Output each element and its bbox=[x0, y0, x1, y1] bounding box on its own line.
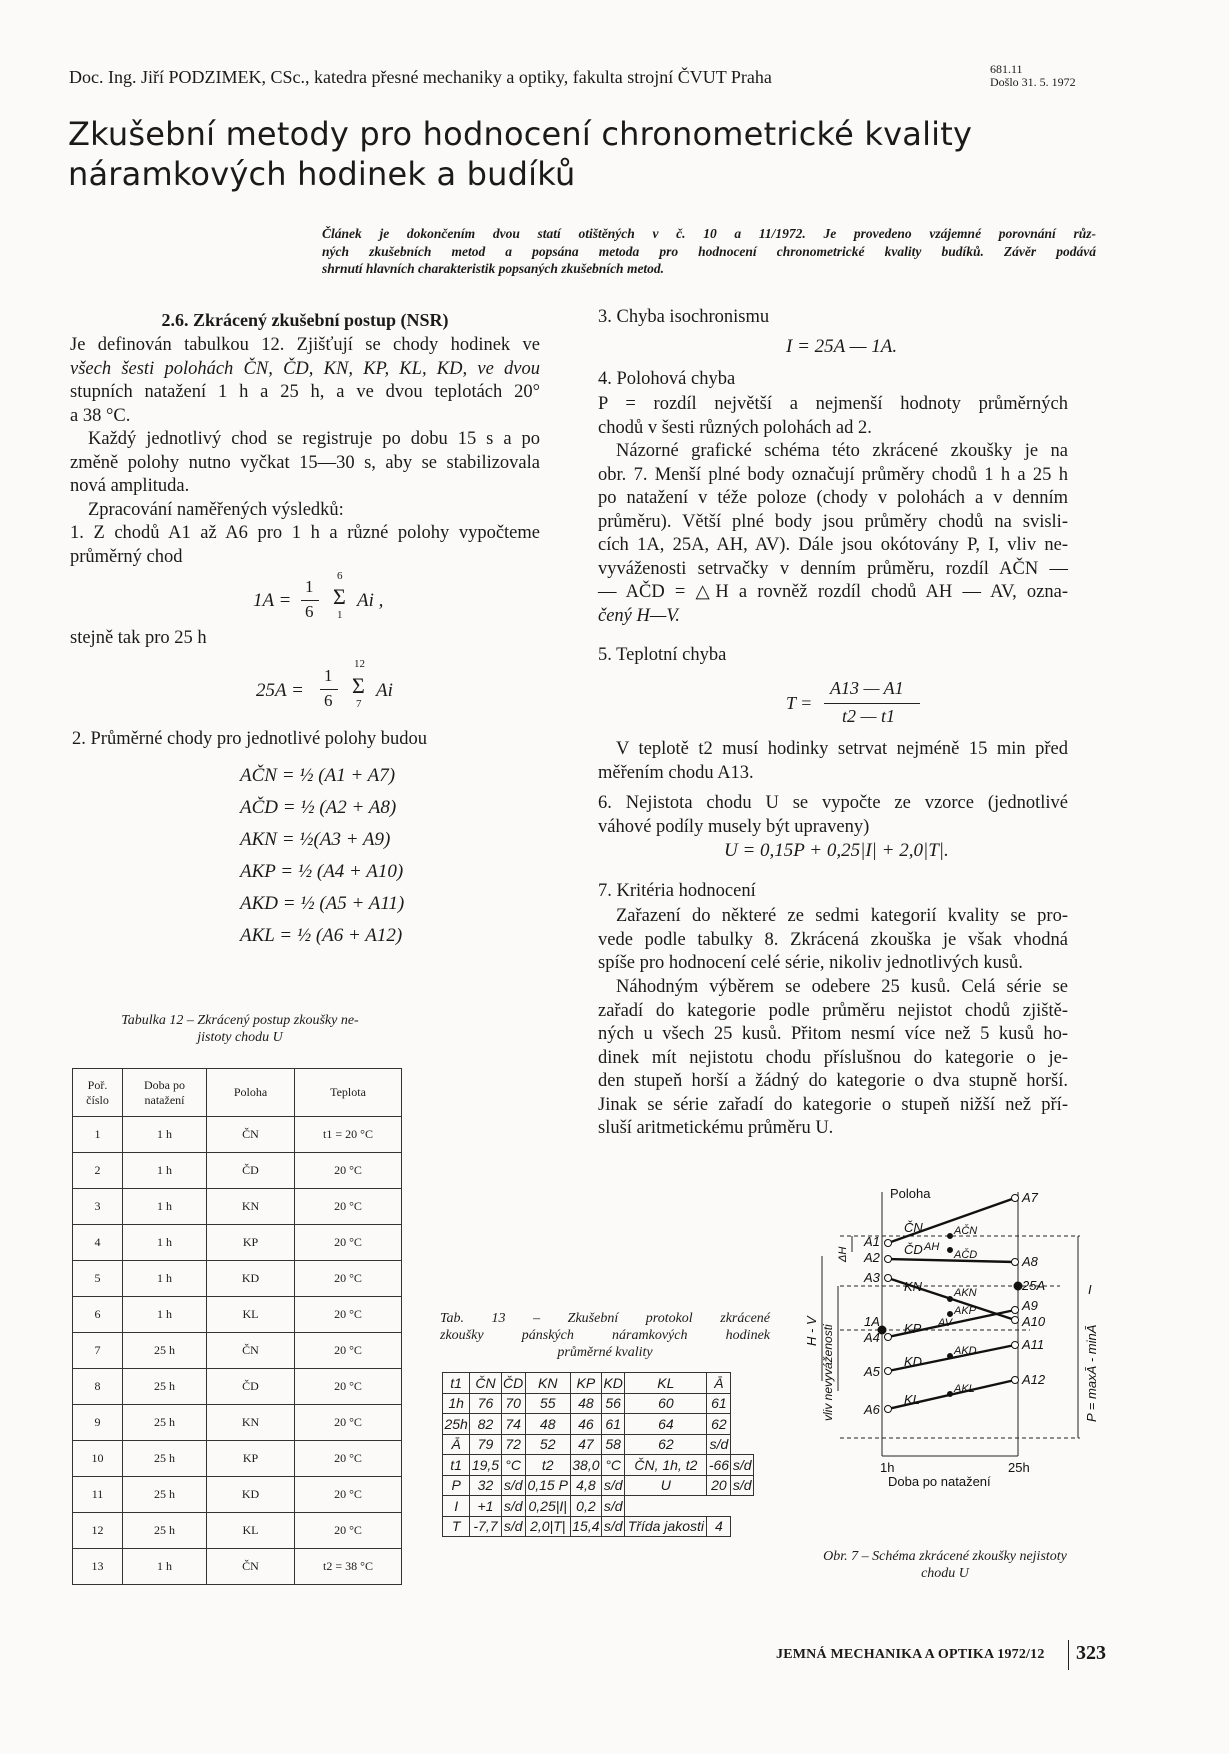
table-cell: 6 bbox=[73, 1297, 123, 1333]
table-row bbox=[443, 1414, 754, 1435]
table-cell: t2 = 38 °C bbox=[295, 1549, 402, 1585]
table-cell: 61 bbox=[602, 1414, 625, 1435]
fig-dim-hv: H - V bbox=[804, 1316, 819, 1346]
table-cell: 46 bbox=[570, 1414, 601, 1435]
fraction-bar bbox=[320, 689, 338, 690]
table-cell: ČN bbox=[207, 1117, 295, 1153]
table-cell: 20 °C bbox=[295, 1477, 402, 1513]
table-cell: 20 °C bbox=[295, 1261, 402, 1297]
table-cell: KN bbox=[207, 1189, 295, 1225]
paragraph-6 bbox=[598, 738, 1068, 785]
fig-label-a1: A1 bbox=[864, 1234, 880, 1249]
sum-sign: Σ bbox=[352, 673, 365, 698]
text-line: sluší aritmetickému průměru U. bbox=[598, 1118, 834, 1138]
text-line: a 38 °C. bbox=[70, 405, 131, 426]
table-cell: 1 h bbox=[123, 1297, 207, 1333]
table-cell: I bbox=[443, 1496, 470, 1517]
table-cell: 20 °C bbox=[295, 1153, 402, 1189]
fig-avg-kp: AKP bbox=[954, 1305, 977, 1317]
item-2: 2. Průměrné chody pro jednotlivé polohy budou bbox=[72, 729, 428, 749]
table-cell: s/d bbox=[731, 1455, 754, 1476]
table-cell: 1 h bbox=[123, 1189, 207, 1225]
fig-avg-kl: AKL bbox=[954, 1383, 975, 1395]
text-line: změně polohy nutno vyčkat 15—30 s, aby se stabilizovala bbox=[70, 452, 540, 473]
table-cell: 1h bbox=[443, 1393, 470, 1414]
title-line-2: náramkových hodinek a budíků bbox=[68, 155, 576, 193]
table-cell: 38,0 bbox=[570, 1455, 601, 1476]
table-cell: t1 bbox=[443, 1373, 470, 1394]
text-line: Je definován tabulkou 12. Zjišťují se chody hodinek ve bbox=[70, 335, 540, 355]
table-cell: s/d bbox=[501, 1516, 525, 1537]
text-line: váhové podíly musely být upraveny) bbox=[598, 816, 870, 837]
footer-divider bbox=[1068, 1640, 1069, 1670]
left-paragraph-2 bbox=[70, 428, 540, 499]
table-cell: 7 bbox=[73, 1333, 123, 1369]
section-7: 7. Kritéria hodnocení bbox=[598, 881, 756, 901]
table-cell: -66 bbox=[707, 1455, 731, 1476]
sum-top: 6 bbox=[337, 570, 343, 582]
text-line: průměru). Větší plné body jsou průměry chodů na svisli- bbox=[598, 511, 1068, 532]
text-line: 6. Nejistota chodu U se vypočte ze vzorce (jednotlivé bbox=[598, 793, 1068, 813]
text-line: chodů v šesti různých polohách ad 2. bbox=[598, 417, 872, 438]
table-cell: 4,8 bbox=[570, 1475, 601, 1496]
text-line: stupních natažení 1 h a 25 h, a ve dvou teplotách 20° bbox=[70, 382, 540, 402]
table-13-caption bbox=[440, 1310, 770, 1361]
fraction-bar bbox=[301, 600, 319, 601]
footer-journal: JEMNÁ MECHANIKA A OPTIKA 1972/12 bbox=[776, 1647, 1045, 1662]
table-row bbox=[443, 1373, 754, 1394]
table-cell: s/d bbox=[707, 1434, 731, 1455]
formula-lhs: 25A = bbox=[256, 680, 304, 701]
table-row bbox=[73, 1297, 402, 1333]
sum-bottom: 7 bbox=[356, 698, 362, 710]
table-row bbox=[73, 1441, 402, 1477]
table-cell: s/d bbox=[602, 1475, 625, 1496]
text-line: Zařazení do některé ze sedmi kategorií kvality se pro- bbox=[616, 906, 1068, 926]
table-cell: -7,7 bbox=[470, 1516, 501, 1537]
table-cell: 1 h bbox=[123, 1261, 207, 1297]
table-cell: 11 bbox=[73, 1477, 123, 1513]
formula-lhs: T = bbox=[786, 693, 813, 713]
text-line: V teplotě t2 musí hodinky setrvat nejméně 15 min před bbox=[616, 739, 1068, 759]
table-cell: s/d bbox=[602, 1496, 625, 1517]
table-row bbox=[73, 1405, 402, 1441]
fig-label-25a: 25A bbox=[1022, 1278, 1046, 1293]
paragraph-8 bbox=[598, 976, 1068, 1141]
table-cell: KL bbox=[625, 1373, 707, 1394]
table-cell: 25 h bbox=[123, 1441, 207, 1477]
formula-1a bbox=[253, 570, 443, 630]
table-header-row bbox=[73, 1069, 402, 1117]
table-cell: KD bbox=[207, 1477, 295, 1513]
text-line: nová amplituda. bbox=[70, 476, 190, 496]
sum-bottom: 1 bbox=[337, 609, 343, 621]
table-cell: Ā bbox=[707, 1373, 731, 1394]
article-title bbox=[68, 114, 972, 194]
table-cell: 25 h bbox=[123, 1513, 207, 1549]
abstract bbox=[322, 225, 1096, 278]
table-12 bbox=[72, 1068, 402, 1585]
caption-line: průměrné kvality bbox=[557, 1345, 653, 1360]
text-line: Jinak se série zařadí do kategorie o stupeň nižší než pří- bbox=[598, 1094, 1068, 1115]
table-cell: s/d bbox=[731, 1475, 754, 1496]
section-3: 3. Chyba isochronismu bbox=[598, 307, 770, 327]
paragraph-5 bbox=[598, 440, 1068, 628]
table-cell: U bbox=[625, 1475, 707, 1496]
table-row bbox=[73, 1117, 402, 1153]
text-line: dinek mít nejistotu chodu příslušnou do kategorie o je- bbox=[598, 1047, 1068, 1068]
text-line: Každý jednotlivý chod se registruje po dobu 15 s a po bbox=[88, 429, 540, 449]
fig-dim-dh: ΔH bbox=[837, 1246, 849, 1262]
fig-pos-kp: KP bbox=[904, 1321, 922, 1336]
caption-line: Tab. 13 – Zkušební protokol zkrácené bbox=[440, 1311, 770, 1326]
table-cell: 32 bbox=[470, 1475, 501, 1496]
text-line: Náhodným výběrem se odebere 25 kusů. Celá série se bbox=[616, 977, 1068, 997]
col-header: Teplota bbox=[295, 1069, 402, 1117]
caption-line: chodu U bbox=[921, 1566, 969, 1581]
text-line: vyváženosti setrvačky v denním průměru, rozdíl AČN — bbox=[598, 558, 1068, 579]
fig-dim-unbalance: vliv nevyváženosti bbox=[821, 1324, 835, 1421]
text-line: Názorné grafické schéma této zkrácené zkoušky je na bbox=[616, 441, 1068, 461]
table-cell: 9 bbox=[73, 1405, 123, 1441]
fig-x-1h: 1h bbox=[880, 1460, 895, 1475]
table-cell: +1 bbox=[470, 1496, 501, 1517]
table-cell: 47 bbox=[570, 1434, 601, 1455]
table-cell: 1 h bbox=[123, 1153, 207, 1189]
section-6 bbox=[598, 792, 1068, 839]
table-row bbox=[73, 1477, 402, 1513]
fig-pos-kn: KN bbox=[904, 1279, 923, 1294]
avg-formula: AČN = ½ (A1 + A7) bbox=[240, 765, 396, 786]
table-cell: KL bbox=[207, 1297, 295, 1333]
table-cell: KP bbox=[207, 1441, 295, 1477]
table-cell: ČN bbox=[470, 1373, 501, 1394]
table-cell: 20 °C bbox=[295, 1189, 402, 1225]
udc-code: 681.11 bbox=[990, 62, 1023, 76]
table-cell: 0,15 P bbox=[525, 1475, 570, 1496]
table-cell: ČD bbox=[207, 1369, 295, 1405]
table-cell: 4 bbox=[73, 1225, 123, 1261]
formula-uncertainty: U = 0,15P + 0,25|I| + 2,0|T|. bbox=[724, 840, 949, 861]
table-cell: s/d bbox=[501, 1475, 525, 1496]
sum-top: 12 bbox=[354, 658, 365, 670]
table-cell: 25h bbox=[443, 1414, 470, 1435]
formula-term: Ai bbox=[376, 680, 393, 701]
table-cell: KN bbox=[207, 1405, 295, 1441]
table-cell: 10 bbox=[73, 1441, 123, 1477]
text-line: — AČD = △H a rovněž rozdíl chodů AH — AV, ozna- bbox=[598, 582, 1068, 602]
table-cell: 0,25|I| bbox=[525, 1496, 570, 1517]
text-line: vede podle tabulky 8. Zkrácená zkouška je však vhodná bbox=[598, 929, 1068, 950]
fig-label-a10: A10 bbox=[1022, 1314, 1046, 1329]
table-row bbox=[443, 1475, 754, 1496]
fig-label-a9: A9 bbox=[1022, 1298, 1038, 1313]
table-row bbox=[443, 1516, 754, 1537]
table-cell: 1 bbox=[73, 1117, 123, 1153]
table-cell: 20 °C bbox=[295, 1513, 402, 1549]
table-cell: t1 = 20 °C bbox=[295, 1117, 402, 1153]
fig-avg-kd: AKD bbox=[954, 1345, 977, 1357]
table-row bbox=[443, 1434, 754, 1455]
fraction-num: 1 bbox=[324, 666, 333, 685]
left-paragraph-3: Zpracování naměřených výsledků: bbox=[88, 500, 344, 520]
table-12-caption bbox=[70, 1012, 410, 1046]
table-cell: 0,2 bbox=[570, 1496, 601, 1517]
table-cell: 3 bbox=[73, 1189, 123, 1225]
text-line: spíše pro hodnocení celé série, nikoliv jednotlivých kusů. bbox=[598, 953, 1023, 973]
table-cell: °C bbox=[501, 1455, 525, 1476]
text-line: P = rozdíl největší a nejmenší hodnoty průměrných bbox=[598, 394, 1068, 414]
fig-avg-kn: AKN bbox=[954, 1287, 977, 1299]
table-cell: 70 bbox=[501, 1393, 525, 1414]
caption-line: zkoušky pánských náramkových hodinek bbox=[440, 1328, 770, 1343]
table-cell: 76 bbox=[470, 1393, 501, 1414]
caption-line: Obr. 7 – Schéma zkrácené zkoušky nejistoty bbox=[823, 1549, 1067, 1564]
fraction-den: 6 bbox=[324, 691, 333, 710]
table-cell: 20 °C bbox=[295, 1405, 402, 1441]
table-row bbox=[73, 1189, 402, 1225]
table-cell: KD bbox=[602, 1373, 625, 1394]
avg-formula: AKN = ½(A3 + A9) bbox=[240, 829, 391, 850]
table-cell: 60 bbox=[625, 1393, 707, 1414]
table-cell: 15,4 bbox=[570, 1516, 601, 1537]
fig-pos-kd: KD bbox=[904, 1354, 923, 1369]
fig-avg-h: AH bbox=[924, 1241, 940, 1253]
table-cell: 12 bbox=[73, 1513, 123, 1549]
col-header: Doba po natažení bbox=[123, 1069, 207, 1117]
formula-temperature bbox=[786, 676, 926, 732]
table-cell: 72 bbox=[501, 1434, 525, 1455]
table-cell: 55 bbox=[525, 1393, 570, 1414]
table-cell: 74 bbox=[501, 1414, 525, 1435]
table-cell: s/d bbox=[501, 1496, 525, 1517]
table-cell: 61 bbox=[707, 1393, 731, 1414]
table-cell: 82 bbox=[470, 1414, 501, 1435]
text-line: průměrný chod bbox=[70, 546, 183, 567]
same-for-25h: stejně tak pro 25 h bbox=[70, 628, 207, 648]
table-cell: ČD bbox=[207, 1153, 295, 1189]
fig-dim-p: P = maxĀ - minĀ bbox=[1084, 1324, 1099, 1422]
table-cell: 1 h bbox=[123, 1549, 207, 1585]
table-cell: P bbox=[443, 1475, 470, 1496]
fig-poloha-label: Poloha bbox=[890, 1186, 931, 1201]
section-heading-2-6: 2.6. Zkrácený zkušební postup (NSR) bbox=[161, 310, 449, 330]
table-cell: 48 bbox=[570, 1393, 601, 1414]
table-cell: KN bbox=[525, 1373, 570, 1394]
fig-label-a8: A8 bbox=[1022, 1254, 1038, 1269]
figure-7 bbox=[800, 1186, 1120, 1489]
fraction-num: A13 — A1 bbox=[830, 678, 904, 698]
table-row bbox=[73, 1369, 402, 1405]
table-cell: 5 bbox=[73, 1261, 123, 1297]
table-row bbox=[73, 1549, 402, 1585]
table-row bbox=[443, 1455, 754, 1476]
fig-label-a2: A2 bbox=[864, 1250, 880, 1265]
col-header: Poloha bbox=[207, 1069, 295, 1117]
table-cell: 20 °C bbox=[295, 1369, 402, 1405]
text-line: všech šesti polohách ČN, ČD, KN, KP, KL, KD, ve dvou bbox=[70, 358, 540, 379]
caption-line: jistoty chodu U bbox=[197, 1030, 283, 1045]
section-4: 4. Polohová chyba bbox=[598, 369, 736, 389]
fig-label-a4: A4 bbox=[864, 1330, 880, 1345]
table-cell: t2 bbox=[525, 1455, 570, 1476]
table-row bbox=[73, 1153, 402, 1189]
table-cell: Třída jakosti bbox=[625, 1516, 707, 1537]
text-line: cích 1A, 25A, AH, AV). Dále jsou okótovány P, I, vliv ne- bbox=[598, 535, 1068, 555]
table-cell: 2 bbox=[73, 1153, 123, 1189]
table-cell: ČN, 1h, t2 bbox=[625, 1455, 707, 1476]
table-cell: 1 h bbox=[123, 1225, 207, 1261]
text-line: čený H—V. bbox=[598, 605, 680, 626]
table-cell: T bbox=[443, 1516, 470, 1537]
text-line: zařadí do kategorie podle průměru nejistot chodů zjiště- bbox=[598, 1000, 1068, 1021]
table-cell: KL bbox=[207, 1513, 295, 1549]
abstract-line: Článek je dokončením dvou statí otištěných v č. 10 a 11/1972. Je provedeno vzájemné porovnání růz- bbox=[322, 226, 1096, 241]
fig-label-a7: A7 bbox=[1022, 1190, 1038, 1205]
table-cell: 20 °C bbox=[295, 1225, 402, 1261]
fig-avg-v: AV bbox=[938, 1317, 953, 1329]
abstract-line: ných zkušebních metod a popsána metoda pro hodnocení chronometrické kvality budíků. Závěr podává bbox=[322, 243, 1096, 259]
fig-label-a3: A3 bbox=[864, 1270, 880, 1285]
sum-sign: Σ bbox=[333, 584, 346, 609]
title-line-1: Zkušební metody pro hodnocení chronometrické kvality bbox=[68, 115, 973, 153]
avg-formula: AČD = ½ (A2 + A8) bbox=[240, 797, 397, 818]
text-line: po natažení v téže poloze (chody v polohách a v denním bbox=[598, 488, 1068, 508]
table-row bbox=[73, 1261, 402, 1297]
table-row bbox=[443, 1496, 754, 1517]
table-cell: 62 bbox=[707, 1414, 731, 1435]
fig-pos-kl: KL bbox=[904, 1392, 920, 1407]
table-13 bbox=[442, 1372, 754, 1537]
col-header: Poř. číslo bbox=[73, 1069, 123, 1117]
author-line: Doc. Ing. Jiří PODZIMEK, CSc., katedra přesné mechaniky a optiky, fakulta strojní ČVUT Praha bbox=[69, 67, 772, 87]
table-cell: 2,0|T| bbox=[525, 1516, 570, 1537]
fig-label-1a: 1A bbox=[864, 1314, 880, 1329]
table-cell: °C bbox=[602, 1455, 625, 1476]
table-cell: 20 °C bbox=[295, 1297, 402, 1333]
item-1 bbox=[70, 522, 540, 569]
section-5: 5. Teplotní chyba bbox=[598, 645, 727, 665]
table-cell: 25 h bbox=[123, 1405, 207, 1441]
table-cell: KP bbox=[570, 1373, 601, 1394]
formula-isochronism: I = 25A — 1A. bbox=[786, 336, 898, 357]
table-cell: ČN bbox=[207, 1549, 295, 1585]
fig-avg-cd: AČD bbox=[954, 1249, 978, 1261]
formula-25a bbox=[256, 658, 446, 718]
text-line: den stupeň horší a žádný do kategorie o dva stupně horší. bbox=[598, 1071, 1068, 1091]
table-cell: 64 bbox=[625, 1414, 707, 1435]
text-line: obr. 7. Menší plné body označují průměry chodů 1 h a 25 h bbox=[598, 464, 1068, 485]
table-cell: 20 °C bbox=[295, 1441, 402, 1477]
table-cell: KP bbox=[207, 1225, 295, 1261]
formula-lhs: 1A = bbox=[253, 590, 292, 611]
received-date: Došlo 31. 5. 1972 bbox=[990, 75, 1076, 89]
avg-formula: AKL = ½ (A6 + A12) bbox=[240, 925, 403, 946]
fig-label-a11: A11 bbox=[1022, 1337, 1045, 1352]
fraction-bar bbox=[824, 703, 920, 704]
table-cell: 62 bbox=[625, 1434, 707, 1455]
table-row bbox=[73, 1513, 402, 1549]
table-cell: 1 h bbox=[123, 1117, 207, 1153]
table-cell: 48 bbox=[525, 1414, 570, 1435]
table-cell: 20 bbox=[707, 1475, 731, 1496]
abstract-line: shrnutí hlavních charakteristik popsaných zkušebních metod. bbox=[322, 261, 665, 276]
fig-label-a5: A5 bbox=[864, 1364, 880, 1379]
average-formulas bbox=[240, 760, 404, 952]
table-row bbox=[73, 1333, 402, 1369]
paragraph-7 bbox=[598, 905, 1068, 976]
text-line: 1. Z chodů A1 až A6 pro 1 h a různé polohy vypočteme bbox=[70, 523, 540, 543]
fraction-num: 1 bbox=[305, 577, 314, 596]
table-cell: 13 bbox=[73, 1549, 123, 1585]
avg-formula: AKP = ½ (A4 + A10) bbox=[240, 861, 404, 882]
formula-term: Ai , bbox=[357, 590, 384, 611]
table-cell: 25 h bbox=[123, 1333, 207, 1369]
figure-7-caption bbox=[780, 1548, 1110, 1582]
caption-line: Tabulka 12 – Zkrácený postup zkoušky ne- bbox=[121, 1013, 359, 1028]
table-cell: 58 bbox=[602, 1434, 625, 1455]
text-line: ných u všech 25 kusů. Přitom nesmí více než 5 kusů ho- bbox=[598, 1024, 1068, 1044]
avg-formula: AKD = ½ (A5 + A11) bbox=[240, 893, 405, 914]
fig-avg-cn: AČN bbox=[954, 1225, 978, 1237]
table-cell: 56 bbox=[602, 1393, 625, 1414]
fig-label-a6: A6 bbox=[864, 1402, 880, 1417]
table-cell: 20 °C bbox=[295, 1333, 402, 1369]
table-cell: 19,5 bbox=[470, 1455, 501, 1476]
left-paragraph-1 bbox=[70, 334, 540, 428]
table-cell: ČD bbox=[501, 1373, 525, 1394]
table-cell: t1 bbox=[443, 1455, 470, 1476]
table-row bbox=[73, 1225, 402, 1261]
page-number: 323 bbox=[1076, 1642, 1106, 1664]
fig-label-a12: A12 bbox=[1022, 1372, 1046, 1387]
table-cell: KD bbox=[207, 1261, 295, 1297]
table-cell: ČN bbox=[207, 1333, 295, 1369]
fraction-den: t2 — t1 bbox=[842, 706, 896, 726]
table-cell: 52 bbox=[525, 1434, 570, 1455]
fig-xlabel: Doba po natažení bbox=[888, 1474, 991, 1489]
table-cell: 79 bbox=[470, 1434, 501, 1455]
fig-x-25h: 25h bbox=[1008, 1460, 1030, 1475]
table-cell: 4 bbox=[707, 1516, 731, 1537]
fig-pos-cn: ČN bbox=[904, 1220, 923, 1235]
table-cell: 25 h bbox=[123, 1369, 207, 1405]
paragraph-4 bbox=[598, 393, 1068, 440]
table-cell: 8 bbox=[73, 1369, 123, 1405]
table-row bbox=[443, 1393, 754, 1414]
table-cell: s/d bbox=[602, 1516, 625, 1537]
text-line: měřením chodu A13. bbox=[598, 762, 754, 783]
fig-dim-i: I bbox=[1088, 1282, 1092, 1297]
table-cell: 25 h bbox=[123, 1477, 207, 1513]
table-cell: Ā bbox=[443, 1434, 470, 1455]
fig-pos-cd: ČD bbox=[904, 1242, 923, 1257]
fraction-den: 6 bbox=[305, 602, 314, 621]
